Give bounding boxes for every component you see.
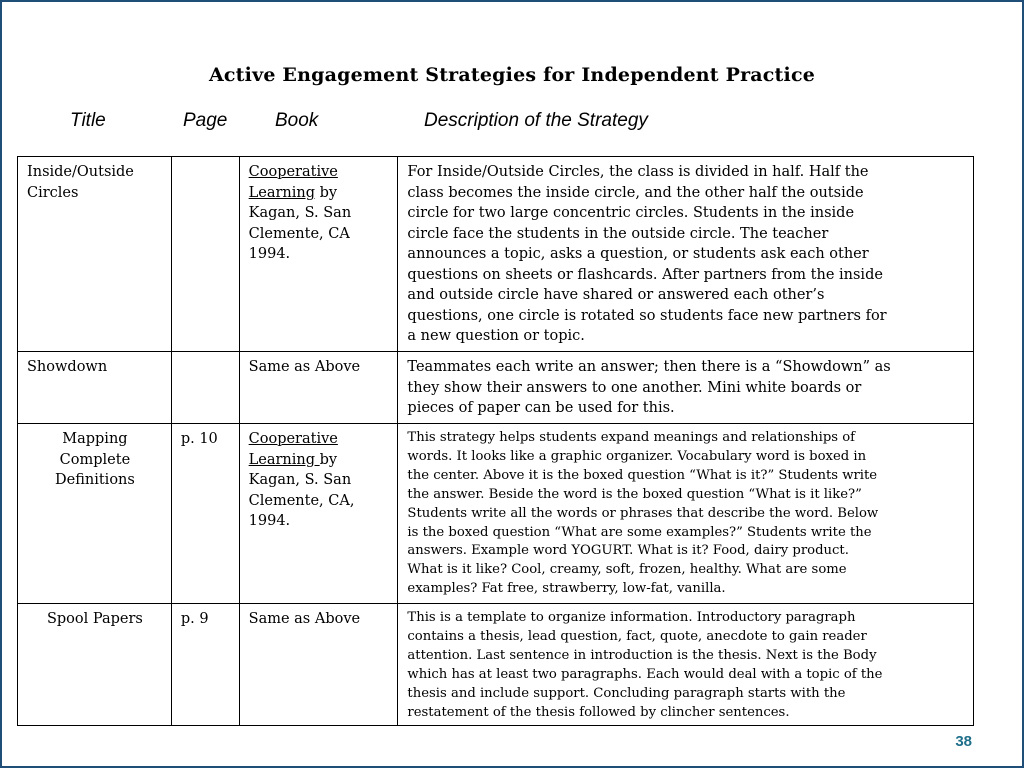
description-line: restatement of the thesis followed by clincher sentences. [407, 704, 790, 720]
description-line: questions, one circle is rotated so students face new partners for [407, 307, 887, 324]
page-cell: p. 10 [171, 424, 239, 604]
description-line: contains a thesis, lead question, fact, quote, anecdote to gain reader [407, 628, 867, 644]
page-number: 38 [955, 733, 972, 750]
book-title-link[interactable]: Cooperative [248, 431, 338, 447]
description-line: For Inside/Outside Circles, the class is divided in half. Half the [407, 164, 869, 180]
book-link-line [249, 450, 390, 471]
book-citation-line: 1994. [248, 513, 291, 529]
description-line: Students write all the words or phrases that describe the word. Below [407, 505, 879, 521]
strategy-title-line: Complete [59, 451, 131, 468]
column-headers [0, 110, 1024, 134]
description-line: and outside circle have shared or answered each other’s [407, 287, 825, 303]
strategy-title-line: Mapping [62, 431, 128, 447]
book-citation-line: Clemente, CA, [248, 492, 355, 509]
description-line: is the boxed question “What are some examples?” Students write the [407, 524, 872, 540]
description-line: This strategy helps students expand meanings and relationships of [407, 430, 856, 445]
strategy-table [17, 156, 974, 726]
description-line: which has at least two paragraphs. Each would deal with a topic of the [407, 666, 883, 682]
page-cell [171, 157, 239, 352]
description-line: words. It looks like a graphic organizer. Vocabulary word is boxed in [407, 448, 867, 464]
book-by-text: by [315, 184, 338, 201]
description-line: Teammates each write an answer; then there is a “Showdown” as [407, 359, 891, 375]
book-link-line [249, 162, 390, 183]
description-line: This is a template to organize information. Introductory paragraph [407, 610, 856, 625]
description-line: examples? Fat free, strawberry, low-fat, vanilla. [407, 581, 726, 597]
strategy-title-cell [18, 604, 172, 726]
book-cell [239, 424, 398, 604]
description-line: answers. Example word YOGURT. What is it? Food, dairy product. [407, 543, 849, 559]
page-cell [171, 352, 239, 424]
description-line: circle face the students in the outside circle. The teacher [407, 225, 829, 242]
description-line: thesis and include support. Concluding paragraph starts with the [407, 685, 846, 701]
description-line: attention. Last sentence in introduction is the thesis. Next is the Body [407, 647, 877, 663]
description-cell [398, 424, 974, 604]
table-row [18, 424, 974, 604]
table-row [18, 157, 974, 352]
description-line: What is it like? Cool, creamy, soft, frozen, healthy. What are some [407, 562, 847, 578]
description-cell [398, 352, 974, 424]
description-line: pieces of paper can be used for this. [407, 400, 675, 416]
column-header-page: Page [183, 110, 228, 131]
book-cell: Same as Above [239, 604, 398, 726]
strategy-title-line: Definitions [55, 472, 135, 488]
book-citation-line: Clemente, CA [248, 225, 350, 242]
book-cell [239, 157, 398, 352]
description-line: the center. Above it is the boxed question “What is it?” Students write [407, 467, 878, 483]
page-cell: p. 9 [171, 604, 239, 726]
strategy-title-line: Circles [27, 184, 79, 201]
description-line: circle for two large concentric circles. Students in the inside [407, 205, 855, 221]
description-cell [398, 157, 974, 352]
book-cell: Same as Above [239, 352, 398, 424]
book-link-line [249, 183, 390, 204]
book-title-link[interactable]: Learning [248, 451, 320, 468]
strategy-title-line: Spool Papers [46, 611, 143, 627]
column-header-description: Description of the Strategy [424, 110, 648, 131]
strategy-title-cell [18, 424, 172, 604]
column-header-title: Title [70, 110, 106, 131]
book-citation-line: 1994. [248, 246, 291, 262]
table-row [18, 352, 974, 424]
book-citation-line: Kagan, S. San [248, 472, 352, 488]
strategy-title-line: Inside/Outside [27, 164, 134, 180]
book-title-link[interactable]: Cooperative [248, 164, 338, 180]
description-line: questions on sheets or flashcards. After partners from the inside [407, 266, 883, 283]
book-title-link[interactable]: Learning [248, 184, 316, 201]
column-header-book: Book [275, 110, 319, 131]
book-link-line [249, 429, 390, 450]
description-line: they show their answers to one another. Mini white boards or [407, 379, 862, 396]
description-cell [398, 604, 974, 726]
book-by-text: by [319, 451, 338, 468]
strategy-title-cell [18, 157, 172, 352]
strategy-title-line: Showdown [27, 359, 108, 375]
description-line: the answer. Beside the word is the boxed question “What is it like?” [407, 486, 862, 502]
description-line: class becomes the inside circle, and the other half the outside [407, 184, 864, 201]
table-row [18, 604, 974, 726]
strategy-title-cell [18, 352, 172, 424]
document-title: Active Engagement Strategies for Independent Practice [208, 64, 816, 86]
description-line: announces a topic, asks a question, or students ask each other [407, 246, 869, 262]
description-line: a new question or topic. [407, 328, 585, 344]
book-citation-line: Kagan, S. San [248, 205, 352, 221]
